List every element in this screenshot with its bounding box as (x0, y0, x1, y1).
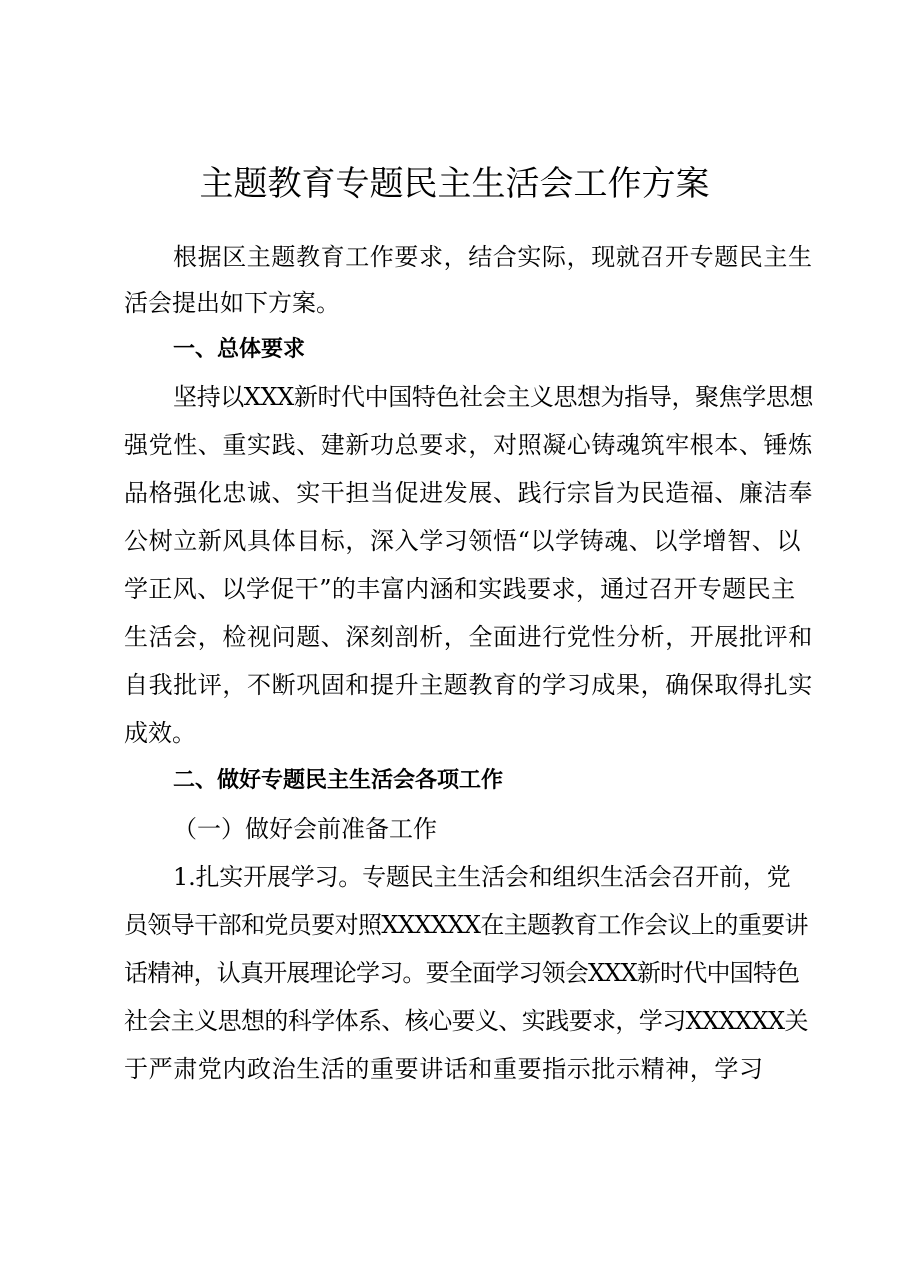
paragraph-line: 根据区主题教育工作要求，结合实际，现就召开专题民主生 (173, 243, 813, 271)
document-title: 主题教育专题民主生活会工作方案 (199, 164, 710, 204)
paragraph-line: 成效。 (124, 719, 196, 747)
paragraph-line: 公树立新风具体目标，深入学习领悟“以学铸魂、以学增智、以 (124, 527, 802, 555)
paragraph-line: 1.扎实开展学习。专题民主生活会和组织生活会召开前，党 (173, 863, 791, 891)
subsection-heading: （一）做好会前准备工作 (173, 815, 437, 843)
paragraph-line: 生活会，检视问题、深刻剖析，全面进行党性分析，开展批评和 (124, 623, 813, 651)
paragraph-line: 自我批评，不断巩固和提升主题教育的学习成果，确保取得扎实 (124, 671, 813, 699)
paragraph-line: 于严肃党内政治生活的重要讲话和重要指示批示精神，学习 (124, 1055, 764, 1083)
paragraph-line: 话精神，认真开展理论学习。要全面学习领会XXX新时代中国特色 (124, 959, 800, 987)
paragraph-line: 活会提出如下方案。 (124, 289, 340, 317)
section-heading: 一、总体要求 (173, 337, 306, 362)
paragraph-line: 坚持以XXX新时代中国特色社会主义思想为指导，聚焦学思想 (173, 383, 814, 411)
paragraph-line: 强党性、重实践、建新功总要求，对照凝心铸魂筑牢根本、锤炼 (124, 431, 813, 459)
paragraph-line: 品格强化忠诚、实干担当促进发展、践行宗旨为民造福、廉洁奉 (124, 479, 813, 507)
paragraph-line: 社会主义思想的科学体系、核心要义、实践要求，学习XXXXXX关 (124, 1007, 808, 1035)
paragraph-line: 员领导干部和党员要对照XXXXXX在主题教育工作会议上的重要讲 (124, 911, 808, 939)
paragraph-line: 学正风、以学促干”的丰富内涵和实践要求，通过召开专题民主 (124, 575, 796, 603)
section-heading: 二、做好专题民主生活会各项工作 (173, 768, 504, 793)
